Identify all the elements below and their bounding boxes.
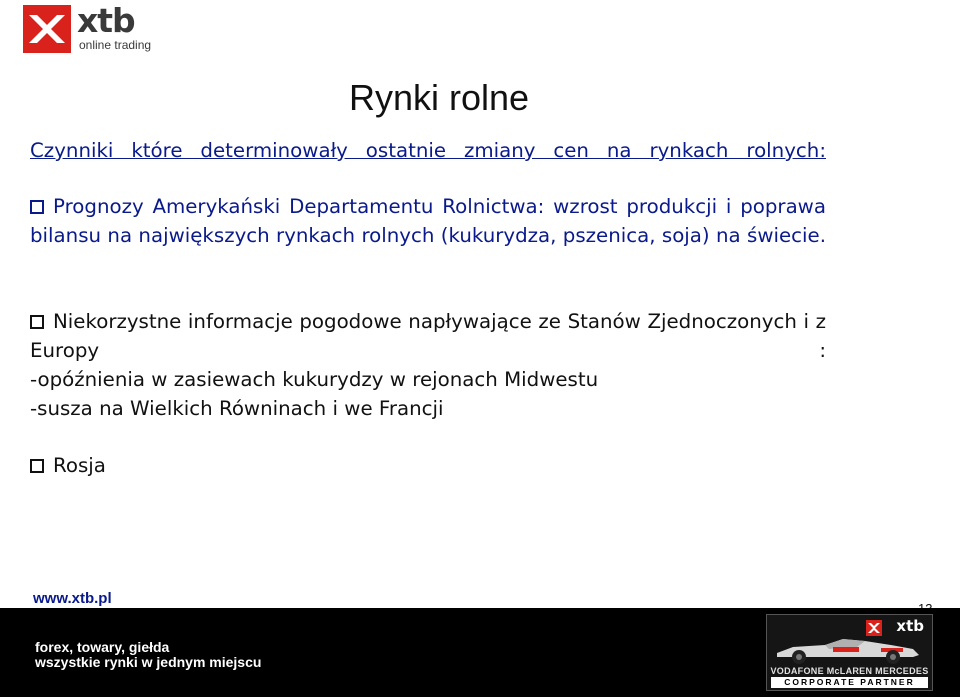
bullet-1-text: Prognozy Amerykański Departamentu Rolnictwa: wzrost produkcji i poprawa bilansu na największych rynkach rolnych (kukurydza, pszenica, soja) na świecie. [30, 195, 826, 247]
footer-line-2: wszystkie rynki w jednym miejscu [35, 654, 262, 670]
checkbox-bullet-icon [30, 200, 44, 214]
logo-wordmark: xtb [77, 1, 135, 40]
website-link[interactable]: www.xtb.pl [33, 590, 112, 607]
checkbox-bullet-icon [30, 315, 44, 329]
partner-badge [766, 614, 933, 691]
logo-tagline: online trading [79, 38, 152, 52]
badge-sponsor-line: VODAFONE McLAREN MERCEDES [770, 666, 929, 676]
xtb-logo-mark-icon [23, 5, 71, 53]
bullet-2-sub-1: -opóźnienia w zasiewach kukurydzy w rejonach Midwestu [30, 368, 599, 391]
race-car-icon [773, 629, 923, 665]
bullet-1 [30, 192, 826, 250]
bullet-3-text: Rosja [30, 451, 826, 480]
slide-title: Rynki rolne [349, 77, 530, 118]
bullet-3 [30, 451, 826, 480]
checkbox-bullet-icon [30, 459, 44, 473]
slide-heading: Czynniki które determinowały ostatnie zmiany cen na rynkach rolnych: [30, 139, 826, 162]
badge-partner-line: CORPORATE PARTNER [771, 677, 928, 688]
bullet-2 [30, 307, 826, 423]
badge-logo-wordmark: xtb [896, 617, 924, 635]
bullet-2-sub-2: -susza na Wielkich Równinach i we Francji [30, 397, 444, 420]
xtb-logo [23, 3, 153, 53]
bullet-2-text: Niekorzystne informacje pogodowe napływające ze Stanów Zjednoczonych i z Europy : [30, 310, 826, 362]
footer-line-1: forex, towary, giełda [35, 639, 170, 655]
